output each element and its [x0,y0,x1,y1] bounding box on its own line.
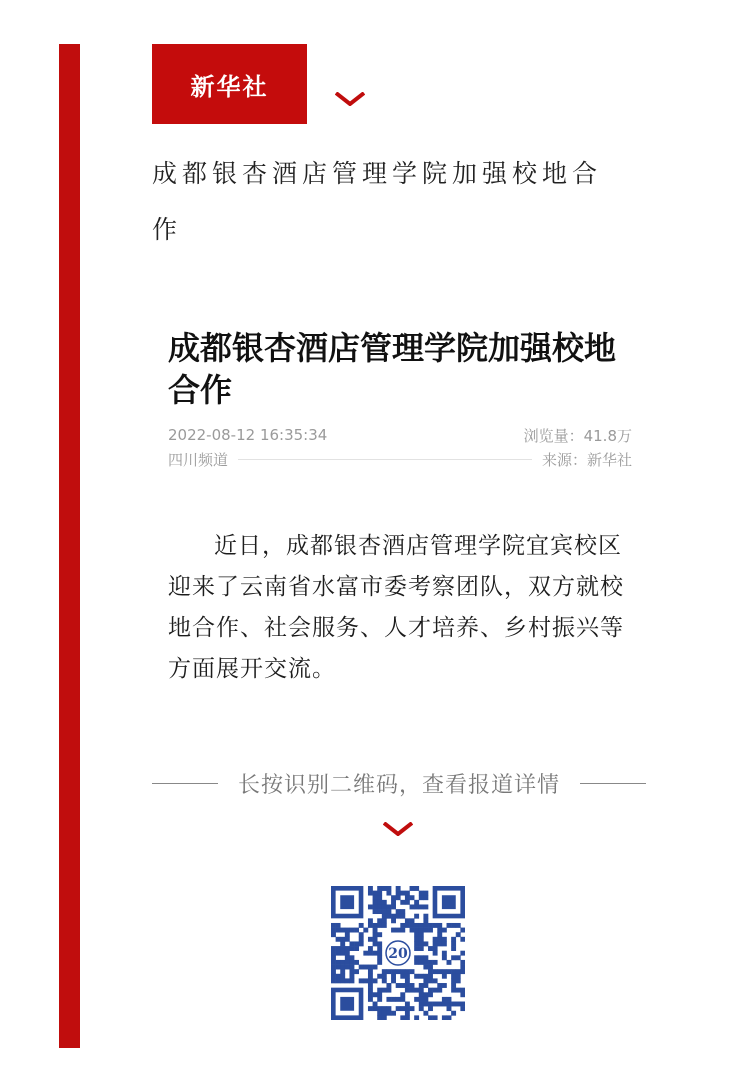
cta-text: 长按识别二维码，查看报道详情 [238,773,561,798]
publish-datetime: 2022-08-12 16:35:34 [168,426,328,444]
source-name: 来源：新华社 [541,450,632,469]
article-card [168,327,632,471]
cta-row [152,768,646,799]
article-title: 成都银杏酒店管理学院加强校地合作 [168,329,617,409]
qr-logo [384,939,412,967]
divider [238,459,532,460]
left-accent-bar [59,44,80,1048]
channel-name: 四川频道 [168,450,229,469]
meta-row-source [168,447,632,471]
source-badge: 新华社 [152,44,307,124]
meta-row-date [168,423,632,447]
article-body: 近日，成都银杏酒店管理学院宜宾校区迎来了云南省水富市委考察团队，双方就校地合作、社会服务、人才培养、乡村振兴等方面展开交流。 [168,533,624,682]
divider [152,783,218,784]
chevron-down-icon [383,822,413,836]
qr-code-icon[interactable] [331,886,465,1020]
view-count: 浏览量：41.8万 [523,426,632,445]
qr-logo-text: 20 [388,946,408,962]
headline: 成都银杏酒店管理学院加强校地合作 [152,159,603,244]
chevron-down-icon [335,92,365,106]
divider [580,783,646,784]
